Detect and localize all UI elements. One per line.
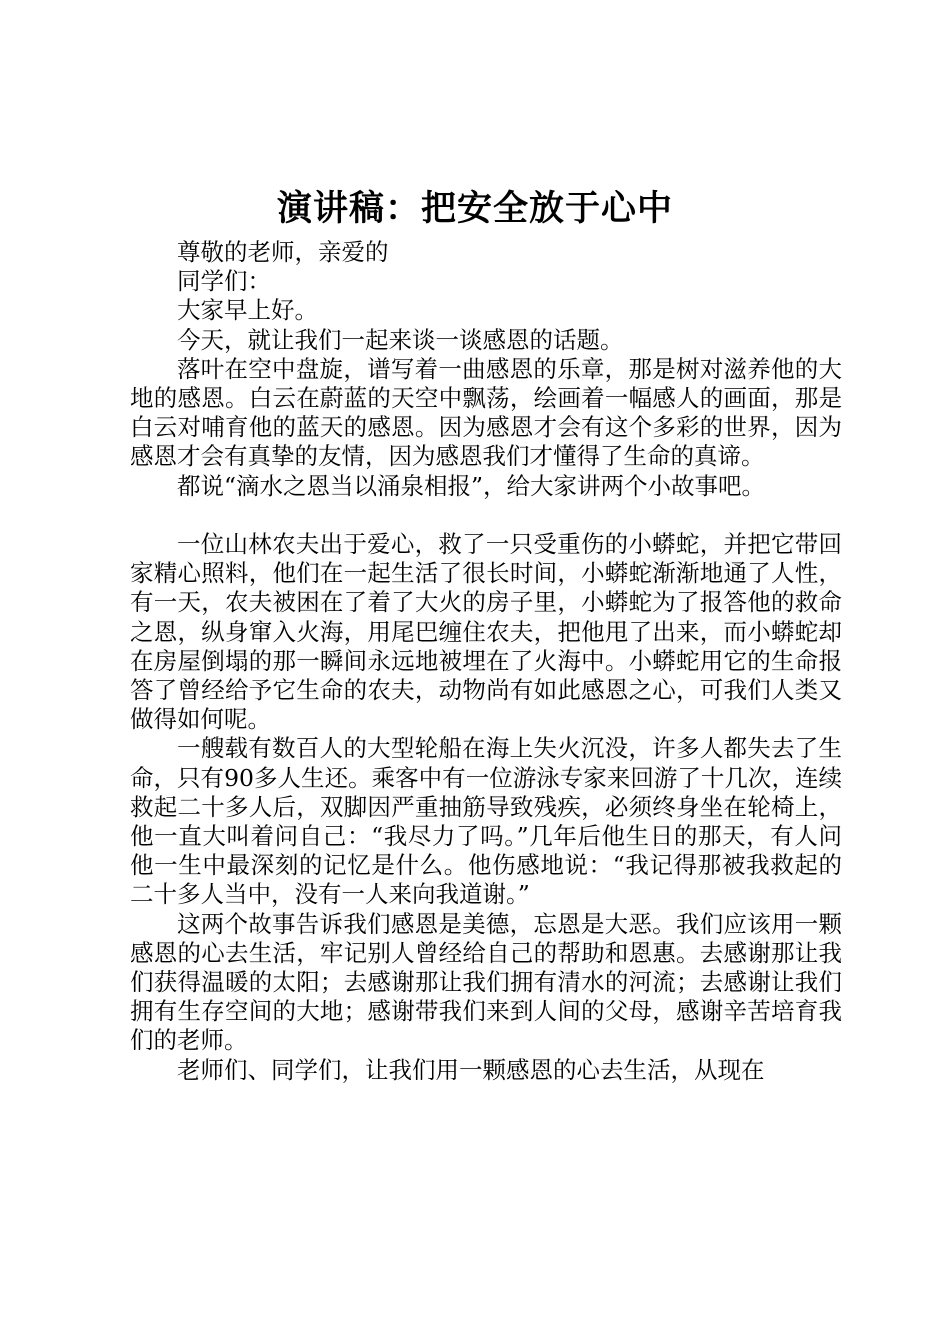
topic-paragraph: 今天，就让我们一起来谈一谈感恩的话题。 (177, 325, 624, 354)
salutation-line-2: 同学们： (177, 267, 271, 296)
closing-paragraph: 老师们、同学们，让我们用一颗感恩的心去生活，从现在 (177, 1055, 765, 1084)
document-body (130, 238, 842, 1085)
ship-story-paragraph: 一艘载有数百人的大型轮船在海上失火沉没，许多人都失去了生命，只有90多人生还。乘客中有一位游泳专家来回游了十几次，连续救起二十多人后，双脚因严重抽筋导致残疾，必须终身坐在轮椅上，他一直大叫着问自己：“我尽力了吗。”几年后他生日的那天，有人问他一生中最深刻的记忆是什么。他伤感地说：“我记得那被我救起的二十多人当中，没有一人来向我道谢。” (130, 734, 842, 909)
moral-paragraph: 这两个故事告诉我们感恩是美德，忘恩是大恶。我们应该用一颗感恩的心去生活，牢记别人曾经给自己的帮助和恩惠。去感谢那让我们获得温暖的太阳；去感谢那让我们拥有清水的河流；去感谢让我们拥有生存空间的大地；感谢带我们来到人间的父母，感谢辛苦培育我们的老师。 (130, 909, 842, 1055)
paragraph-gap (130, 501, 842, 530)
proverb-paragraph: 都说“滴水之恩当以涌泉相报”，给大家讲两个小故事吧。 (177, 471, 766, 500)
salutation-line-1: 尊敬的老师，亲爱的 (177, 238, 389, 266)
greeting-paragraph: 大家早上好。 (177, 296, 318, 325)
python-story-paragraph: 一位山林农夫出于爱心，救了一只受重伤的小蟒蛇，并把它带回家精心照料，他们在一起生活了很长时间，小蟒蛇渐渐地通了人性，有一天，农夫被困在了着了大火的房子里，小蟒蛇为了报答他的救命之恩，纵身窜入火海，用尾巴缠住农夫，把他甩了出来，而小蟒蛇却在房屋倒塌的那一瞬间永远地被埋在了火海中。小蟒蛇用它的生命报答了曾经给予它生命的农夫，动物尚有如此感恩之心，可我们人类又做得如何呢。 (130, 530, 842, 734)
document-title: 演讲稿：把安全放于心中 (276, 188, 673, 229)
falling-leaves-paragraph: 落叶在空中盘旋，谱写着一曲感恩的乐章，那是树对滋养他的大地的感恩。白云在蔚蓝的天空中飘荡，绘画着一幅感人的画面，那是白云对哺育他的蓝天的感恩。因为感恩才会有这个多彩的世界，因为感恩才会有真挚的友情，因为感恩我们才懂得了生命的真谛。 (130, 354, 842, 471)
